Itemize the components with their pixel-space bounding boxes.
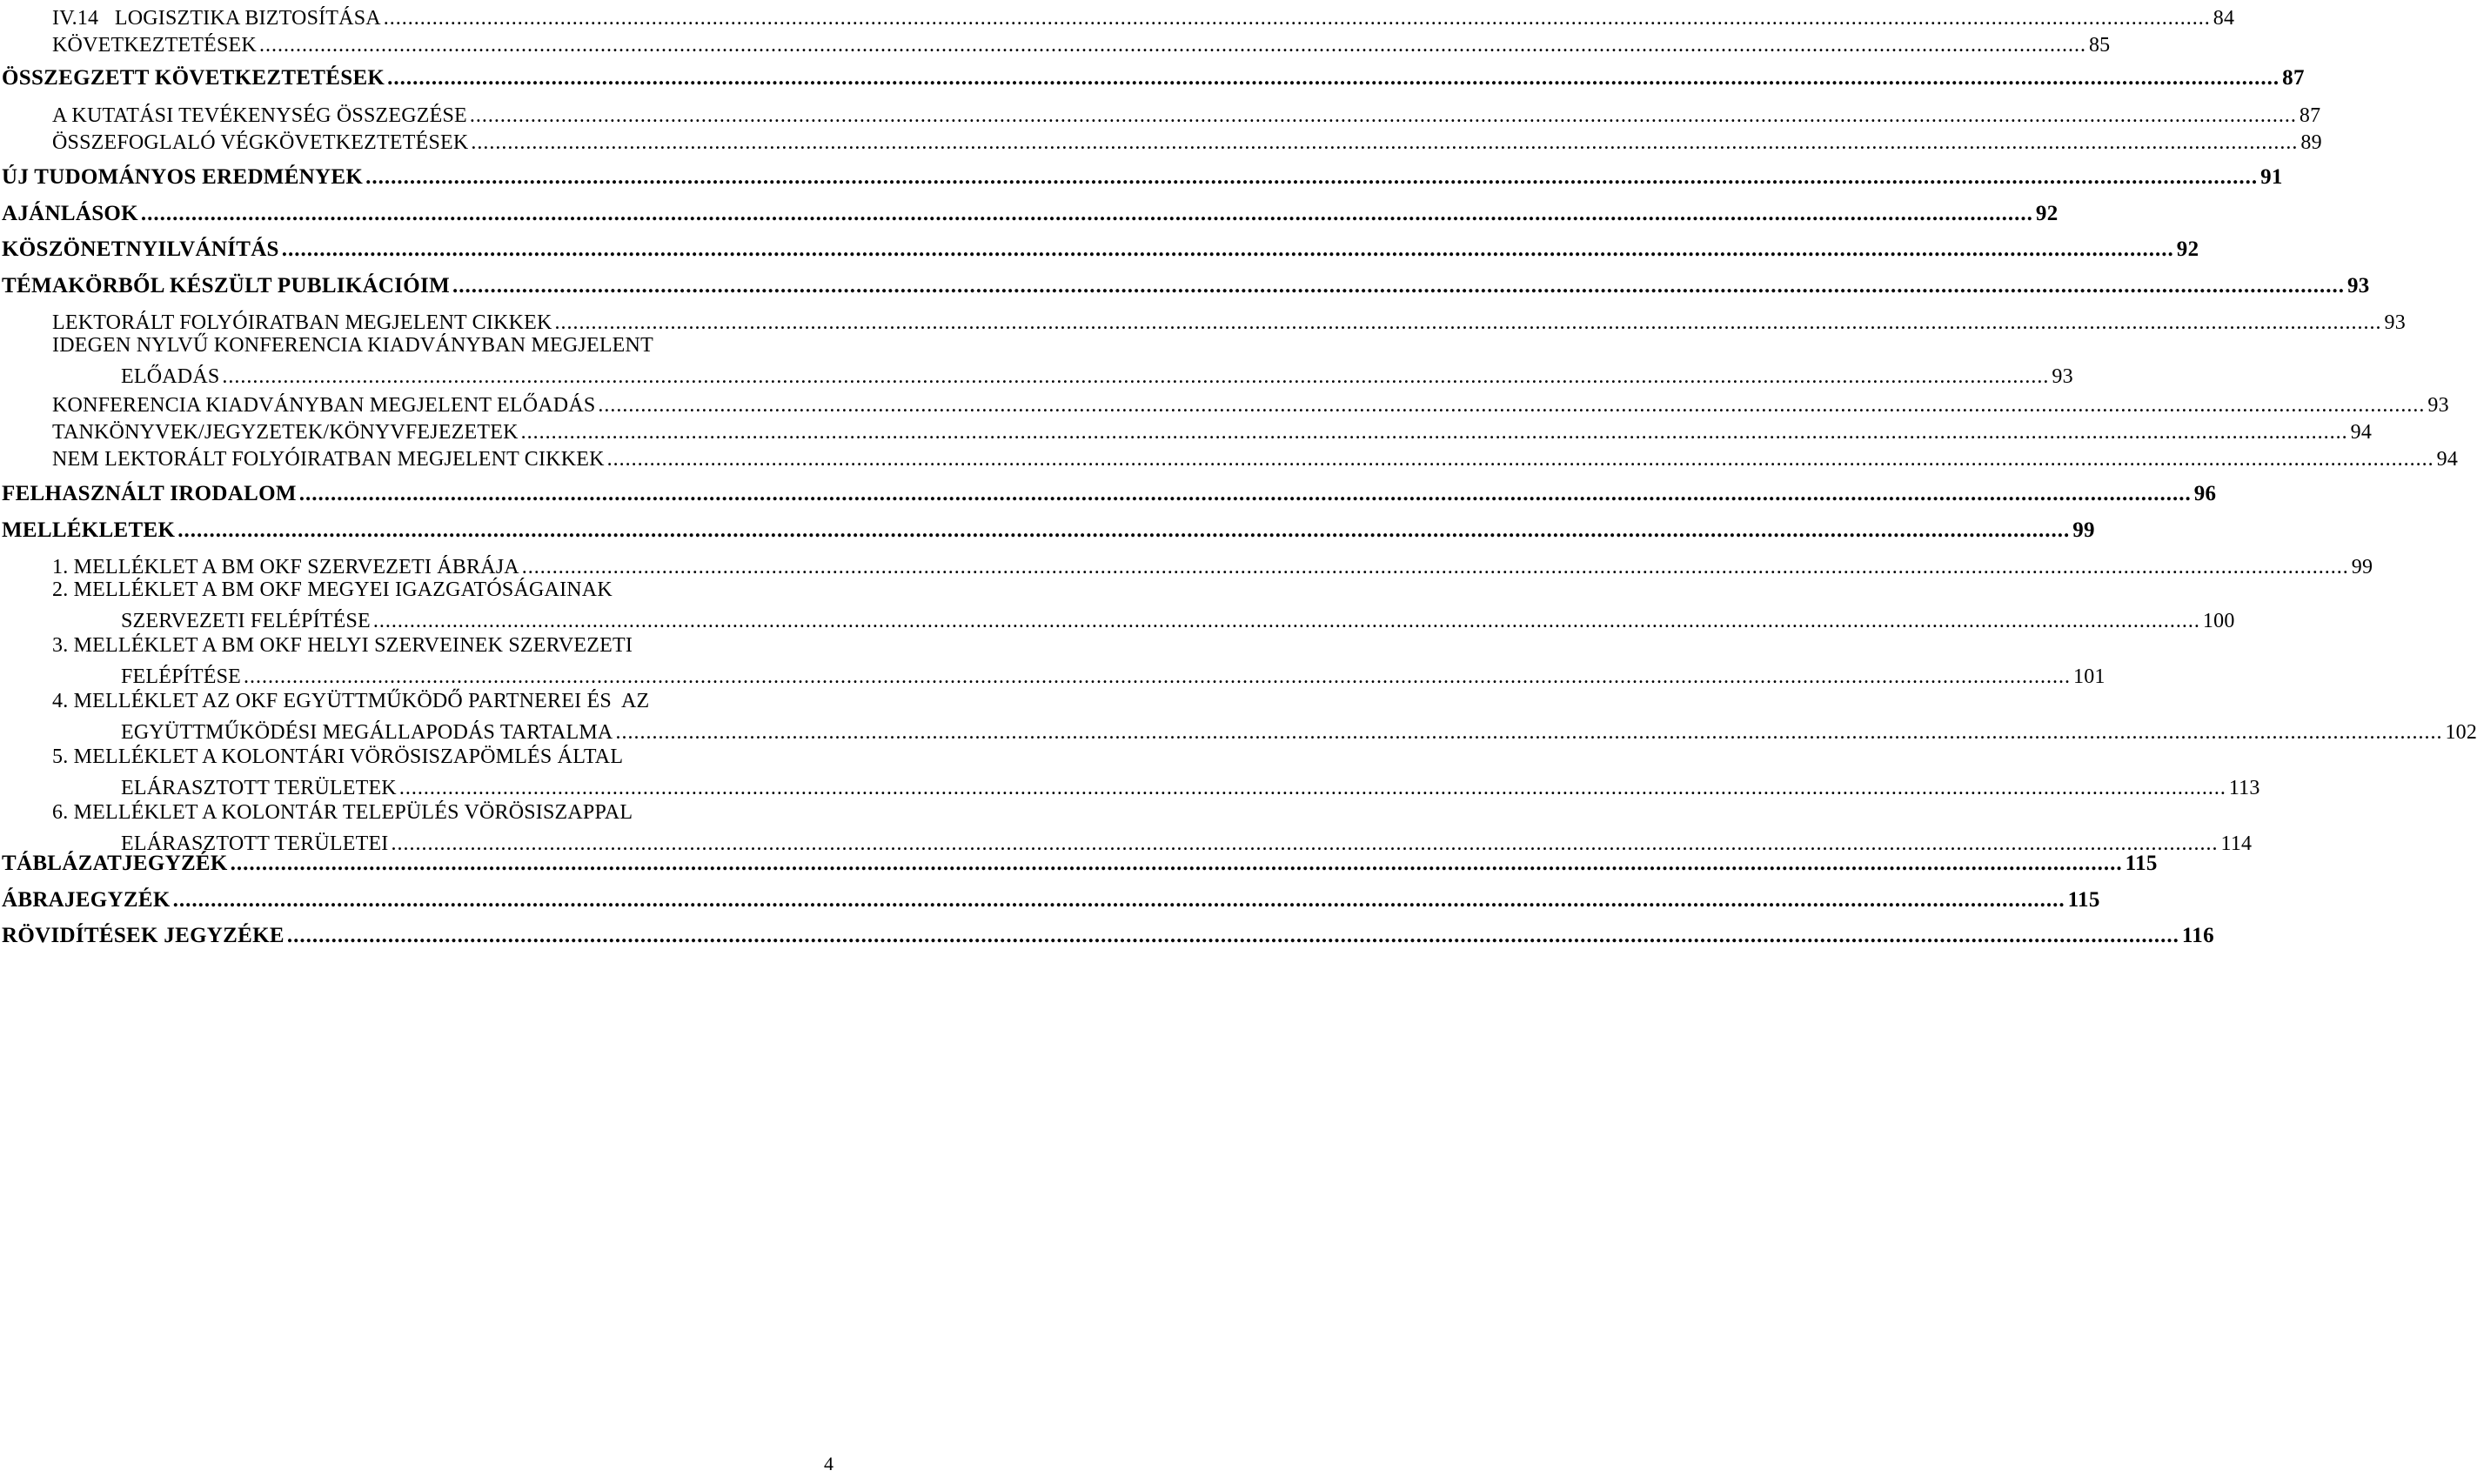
toc-entry-title: KÖSZÖNETNYILVÁNÍTÁS — [2, 237, 279, 261]
toc-entry-title: 5. MELLÉKLET A KOLONTÁRI VÖRÖSISZAPÖMLÉS ÁLTAL — [52, 745, 624, 768]
toc-entry-page: 116 — [2181, 924, 2214, 947]
toc-entry-page: 91 — [2260, 165, 2283, 189]
toc-entry-title: AJÁNLÁSOK — [2, 202, 138, 225]
toc-entry-title: 6. MELLÉKLET A KOLONTÁR TELEPÜLÉS VÖRÖSISZAPPAL — [52, 801, 633, 824]
dot-leader: ............................................................................................................................................................................................................................................................................................................ — [365, 165, 2259, 189]
toc-entry-title: ÖSSZEFOGLALÓ VÉGKÖVETKEZTETÉSEK — [52, 131, 469, 154]
toc-entry-title: TÁBLÁZATJEGYZÉK — [2, 852, 228, 875]
toc-entry-title: KÖVETKEZTETÉSEK — [52, 34, 257, 57]
dot-leader: ............................................................................................................................................................................................................................................................................................................ — [469, 104, 2297, 127]
toc-entry-title: KONFERENCIA KIADVÁNYBAN MEGJELENT ELŐADÁS — [52, 394, 596, 417]
toc-entry-title: 1. MELLÉKLET A BM OKF SZERVEZETI ÁBRÁJA — [52, 556, 519, 578]
toc-entry-page: 99 — [2351, 556, 2373, 578]
toc-entry-title: TANKÖNYVEK/JEGYZETEK/KÖNYVFEJEZETEK — [52, 421, 519, 444]
toc-entry-title: ÚJ TUDOMÁNYOS EREDMÉNYEK — [2, 165, 364, 189]
dot-leader: ............................................................................................................................................................................................................................................................................................................ — [398, 777, 2226, 799]
toc-entry-page: 115 — [2125, 852, 2158, 875]
dot-leader: ............................................................................................................................................................................................................................................................................................................ — [521, 556, 2349, 578]
toc-entry-page: 100 — [2202, 610, 2235, 632]
toc-entry-title: ÁBRAJEGYZÉK — [2, 888, 171, 912]
dot-leader: ............................................................................................................................................................................................................................................................................................................ — [222, 365, 2050, 388]
toc-entry-title: ELÁRASZTOTT TERÜLETEK — [121, 777, 397, 799]
toc-entry-title: 3. MELLÉKLET A BM OKF HELYI SZERVEINEK SZERVEZETI — [52, 634, 633, 657]
toc-entry-title: IV.14 LOGISZTIKA BIZTOSÍTÁSA — [52, 7, 381, 30]
toc-entry-title: 2. MELLÉKLET A BM OKF MEGYEI IGAZGATÓSÁGAINAK — [52, 578, 613, 601]
toc-entry-page: 93 — [2427, 394, 2449, 417]
toc-entry-page: 87 — [2299, 104, 2321, 127]
toc-entry-page: 93 — [2346, 274, 2370, 297]
toc-entry-page: 84 — [2213, 7, 2235, 30]
toc-entry-page: 93 — [2384, 311, 2406, 334]
toc-entry-title: ELŐADÁS — [121, 365, 220, 388]
toc-entry-title: 4. MELLÉKLET AZ OKF EGYÜTTMŰKÖDŐ PARTNEREI ÉS AZ — [52, 690, 650, 712]
toc-entry-title: FELÉPÍTÉSE — [121, 665, 241, 688]
dot-leader: ............................................................................................................................................................................................................................................................................................................ — [606, 448, 2434, 471]
toc-entry-title: RÖVIDÍTÉSEK JEGYZÉKE — [2, 924, 285, 947]
toc-entry-page: 114 — [2220, 832, 2253, 855]
toc-entry-title: SZERVEZETI FELÉPÍTÉSE — [121, 610, 371, 632]
toc-entry-page: 89 — [2300, 131, 2322, 154]
toc-entry-title: ELÁRASZTOTT TERÜLETEI — [121, 832, 389, 855]
toc-entry-page: 87 — [2282, 66, 2305, 90]
toc-entry-page: 101 — [2073, 665, 2105, 688]
dot-leader: ............................................................................................................................................................................................................................................................................................................ — [286, 924, 2179, 947]
dot-leader: ............................................................................................................................................................................................................................................................................................................ — [172, 888, 2065, 912]
dot-leader: ............................................................................................................................................................................................................................................................................................................ — [383, 7, 2211, 30]
dot-leader: ............................................................................................................................................................................................................................................................................................................ — [372, 610, 2200, 632]
dot-leader: ............................................................................................................................................................................................................................................................................................................ — [298, 482, 2192, 505]
dot-leader: ............................................................................................................................................................................................................................................................................................................ — [230, 852, 2123, 875]
toc-entry-page: 99 — [2072, 518, 2095, 542]
toc-entry-title: NEM LEKTORÁLT FOLYÓIRATBAN MEGJELENT CIKKEK — [52, 448, 605, 471]
dot-leader: ............................................................................................................................................................................................................................................................................................................ — [258, 34, 2086, 57]
toc-entry-title: EGYÜTTMŰKÖDÉSI MEGÁLLAPODÁS TARTALMA — [121, 721, 613, 744]
toc-entry-page: 85 — [2088, 34, 2111, 57]
toc-entry-title: ÖSSZEGZETT KÖVETKEZTETÉSEK — [2, 66, 385, 90]
dot-leader: ............................................................................................................................................................................................................................................................................................................ — [471, 131, 2299, 154]
toc-entry-title: A KUTATÁSI TEVÉKENYSÉG ÖSSZEGZÉSE — [52, 104, 467, 127]
dot-leader: ............................................................................................................................................................................................................................................................................................................ — [615, 721, 2443, 744]
toc-entry-page: 102 — [2445, 721, 2477, 744]
toc-entry-page: 92 — [2035, 202, 2059, 225]
dot-leader: ............................................................................................................................................................................................................................................................................................................ — [452, 274, 2345, 297]
dot-leader: ............................................................................................................................................................................................................................................................................................................ — [140, 202, 2033, 225]
toc-entry-page: 115 — [2067, 888, 2100, 912]
dot-leader: ............................................................................................................................................................................................................................................................................................................ — [598, 394, 2426, 417]
dot-leader: ............................................................................................................................................................................................................................................................................................................ — [177, 518, 2071, 542]
toc-entry-page: 96 — [2193, 482, 2217, 505]
toc-entry-page: 94 — [2350, 421, 2373, 444]
toc-entry-page: 113 — [2228, 777, 2260, 799]
dot-leader: ............................................................................................................................................................................................................................................................................................................ — [244, 665, 2071, 688]
dot-leader: ............................................................................................................................................................................................................................................................................................................ — [554, 311, 2382, 334]
toc-entry-title: MELLÉKLETEK — [2, 518, 176, 542]
toc-entry-page: 92 — [2176, 237, 2199, 261]
toc-entry-title: TÉMAKÖRBŐL KÉSZÜLT PUBLIKÁCIÓIM — [2, 274, 450, 297]
dot-leader: ............................................................................................................................................................................................................................................................................................................ — [281, 237, 2174, 261]
toc-entry-page: 94 — [2436, 448, 2459, 471]
dot-leader: ............................................................................................................................................................................................................................................................................................................ — [387, 66, 2280, 90]
toc-entry-title: LEKTORÁLT FOLYÓIRATBAN MEGJELENT CIKKEK — [52, 311, 552, 334]
page-number: 4 — [824, 1453, 833, 1474]
toc-entry-page: 93 — [2052, 365, 2073, 388]
toc-entry-title: FELHASZNÁLT IRODALOM — [2, 482, 297, 505]
dot-leader: ............................................................................................................................................................................................................................................................................................................ — [391, 832, 2219, 855]
toc-entry-title: IDEGEN NYLVŰ KONFERENCIA KIADVÁNYBAN MEGJELENT — [52, 334, 653, 357]
dot-leader: ............................................................................................................................................................................................................................................................................................................ — [520, 421, 2348, 444]
